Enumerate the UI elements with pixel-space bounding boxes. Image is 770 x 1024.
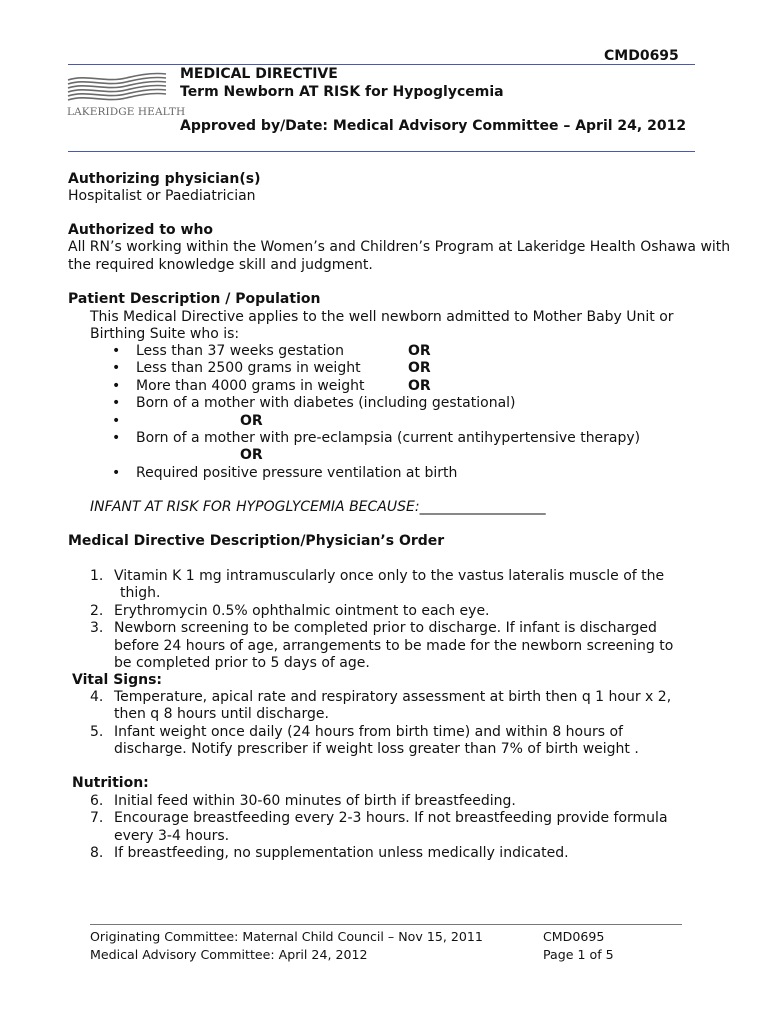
order-text-line2: then q 8 hours until discharge. [114,706,329,723]
order-number: 1. [90,568,104,584]
footer-page-number: Page 1 of 5 [543,947,614,962]
patient-intro-line2: Birthing Suite who is: [90,326,240,342]
footer-originating: Originating Committee: Maternal Child Council – Nov 15, 2011 [90,929,483,944]
criteria-text: Born of a mother with pre-eclampsia (current antihypertensive therapy) [136,429,641,446]
or-label: OR [408,343,431,359]
logo-text: LAKERIDGE HEALTH [67,106,186,118]
order-text-line1: Infant weight once daily (24 hours from birth time) and within 8 hours of [114,723,623,740]
or-label: OR [240,447,263,464]
header-bottom-rule [68,151,695,152]
order-number: 3. [90,620,104,637]
order-text-line1: Temperature, apical rate and respiratory assessment at birth then q 1 hour x 2, [114,689,672,705]
footer-advisory: Medical Advisory Committee: April 24, 2012 [90,947,368,962]
or-label: OR [408,360,431,377]
orders-heading: Medical Directive Description/Physician’s Order [68,533,445,549]
bullet-icon: • [112,464,121,481]
authorized-text-line1: All RN’s working within the Women’s and Children’s Program at Lakeridge Health Oshawa with [68,239,731,255]
order-text-line2: every 3-4 hours. [114,827,230,844]
order-number: 7. [90,810,104,827]
directive-subtitle: Term Newborn AT RISK for Hypoglycemia [180,84,504,100]
order-text-line2: discharge. Notify prescriber if weight loss greater than 7% of birth weight . [114,741,639,758]
order-number: 8. [90,845,104,862]
order-text-line1: Encourage breastfeeding every 2-3 hours. If not breastfeeding provide formula [114,810,668,827]
footer-left [90,928,483,964]
bullet-icon: • [112,429,121,446]
authorized-text-line2: the required knowledge skill and judgment. [68,257,373,273]
bullet-icon: • [112,395,121,412]
patient-heading: Patient Description / Population [68,291,321,307]
bullet-icon: • [112,377,121,394]
footer-right [543,928,614,964]
order-number: 4. [90,689,104,705]
approval-line: Approved by/Date: Medical Advisory Committee – April 24, 2012 [180,118,687,134]
or-label: OR [408,377,431,394]
document-code: CMD0695 [604,48,679,64]
order-text-line1: If breastfeeding, no supplementation unless medically indicated. [114,845,569,862]
footer-rule [90,924,682,925]
bullet-icon: • [112,412,121,429]
criteria-text: Born of a mother with diabetes (including gestational) [136,395,516,412]
order-text-line1: Vitamin K 1 mg intramuscularly once only to the vastus lateralis muscle of the [114,568,665,584]
order-text-line1: Newborn screening to be completed prior to discharge. If infant is discharged [114,620,657,637]
header-top-rule [68,64,695,65]
bullet-icon: • [112,360,121,377]
lakeridge-health-logo [66,71,186,127]
order-number: 2. [90,602,104,619]
order-number: 6. [90,793,104,809]
logo-wave-icon [66,71,172,107]
bullet-icon: • [112,343,121,359]
criteria-text: Less than 2500 grams in weight [136,360,361,377]
order-number: 5. [90,723,104,740]
infant-at-risk-line: INFANT AT RISK FOR HYPOGLYCEMIA BECAUSE:__________________ [90,499,546,515]
criteria-text: More than 4000 grams in weight [136,377,365,394]
authorizing-text: Hospitalist or Paediatrician [68,188,256,204]
authorizing-heading: Authorizing physician(s) [68,171,261,187]
vital-signs-heading: Vital Signs: [72,672,163,688]
order-text-line2: thigh. [120,585,161,602]
nutrition-heading: Nutrition: [72,775,149,791]
order-text-line1: Erythromycin 0.5% ophthalmic ointment to each eye. [114,602,490,619]
criteria-text: Less than 37 weeks gestation [136,343,344,359]
patient-intro-line1: This Medical Directive applies to the well newborn admitted to Mother Baby Unit or [90,309,674,325]
order-text-line1: Initial feed within 30-60 minutes of birth if breastfeeding. [114,793,516,809]
authorized-heading: Authorized to who [68,222,214,238]
order-text-line2: before 24 hours of age, arrangements to be made for the newborn screening to [114,637,674,654]
footer-code: CMD0695 [543,929,605,944]
directive-title: MEDICAL DIRECTIVE [180,66,338,82]
or-label: OR [240,412,263,429]
order-text-line3: be completed prior to 5 days of age. [114,654,370,671]
criteria-text: Required positive pressure ventilation at birth [136,464,458,481]
